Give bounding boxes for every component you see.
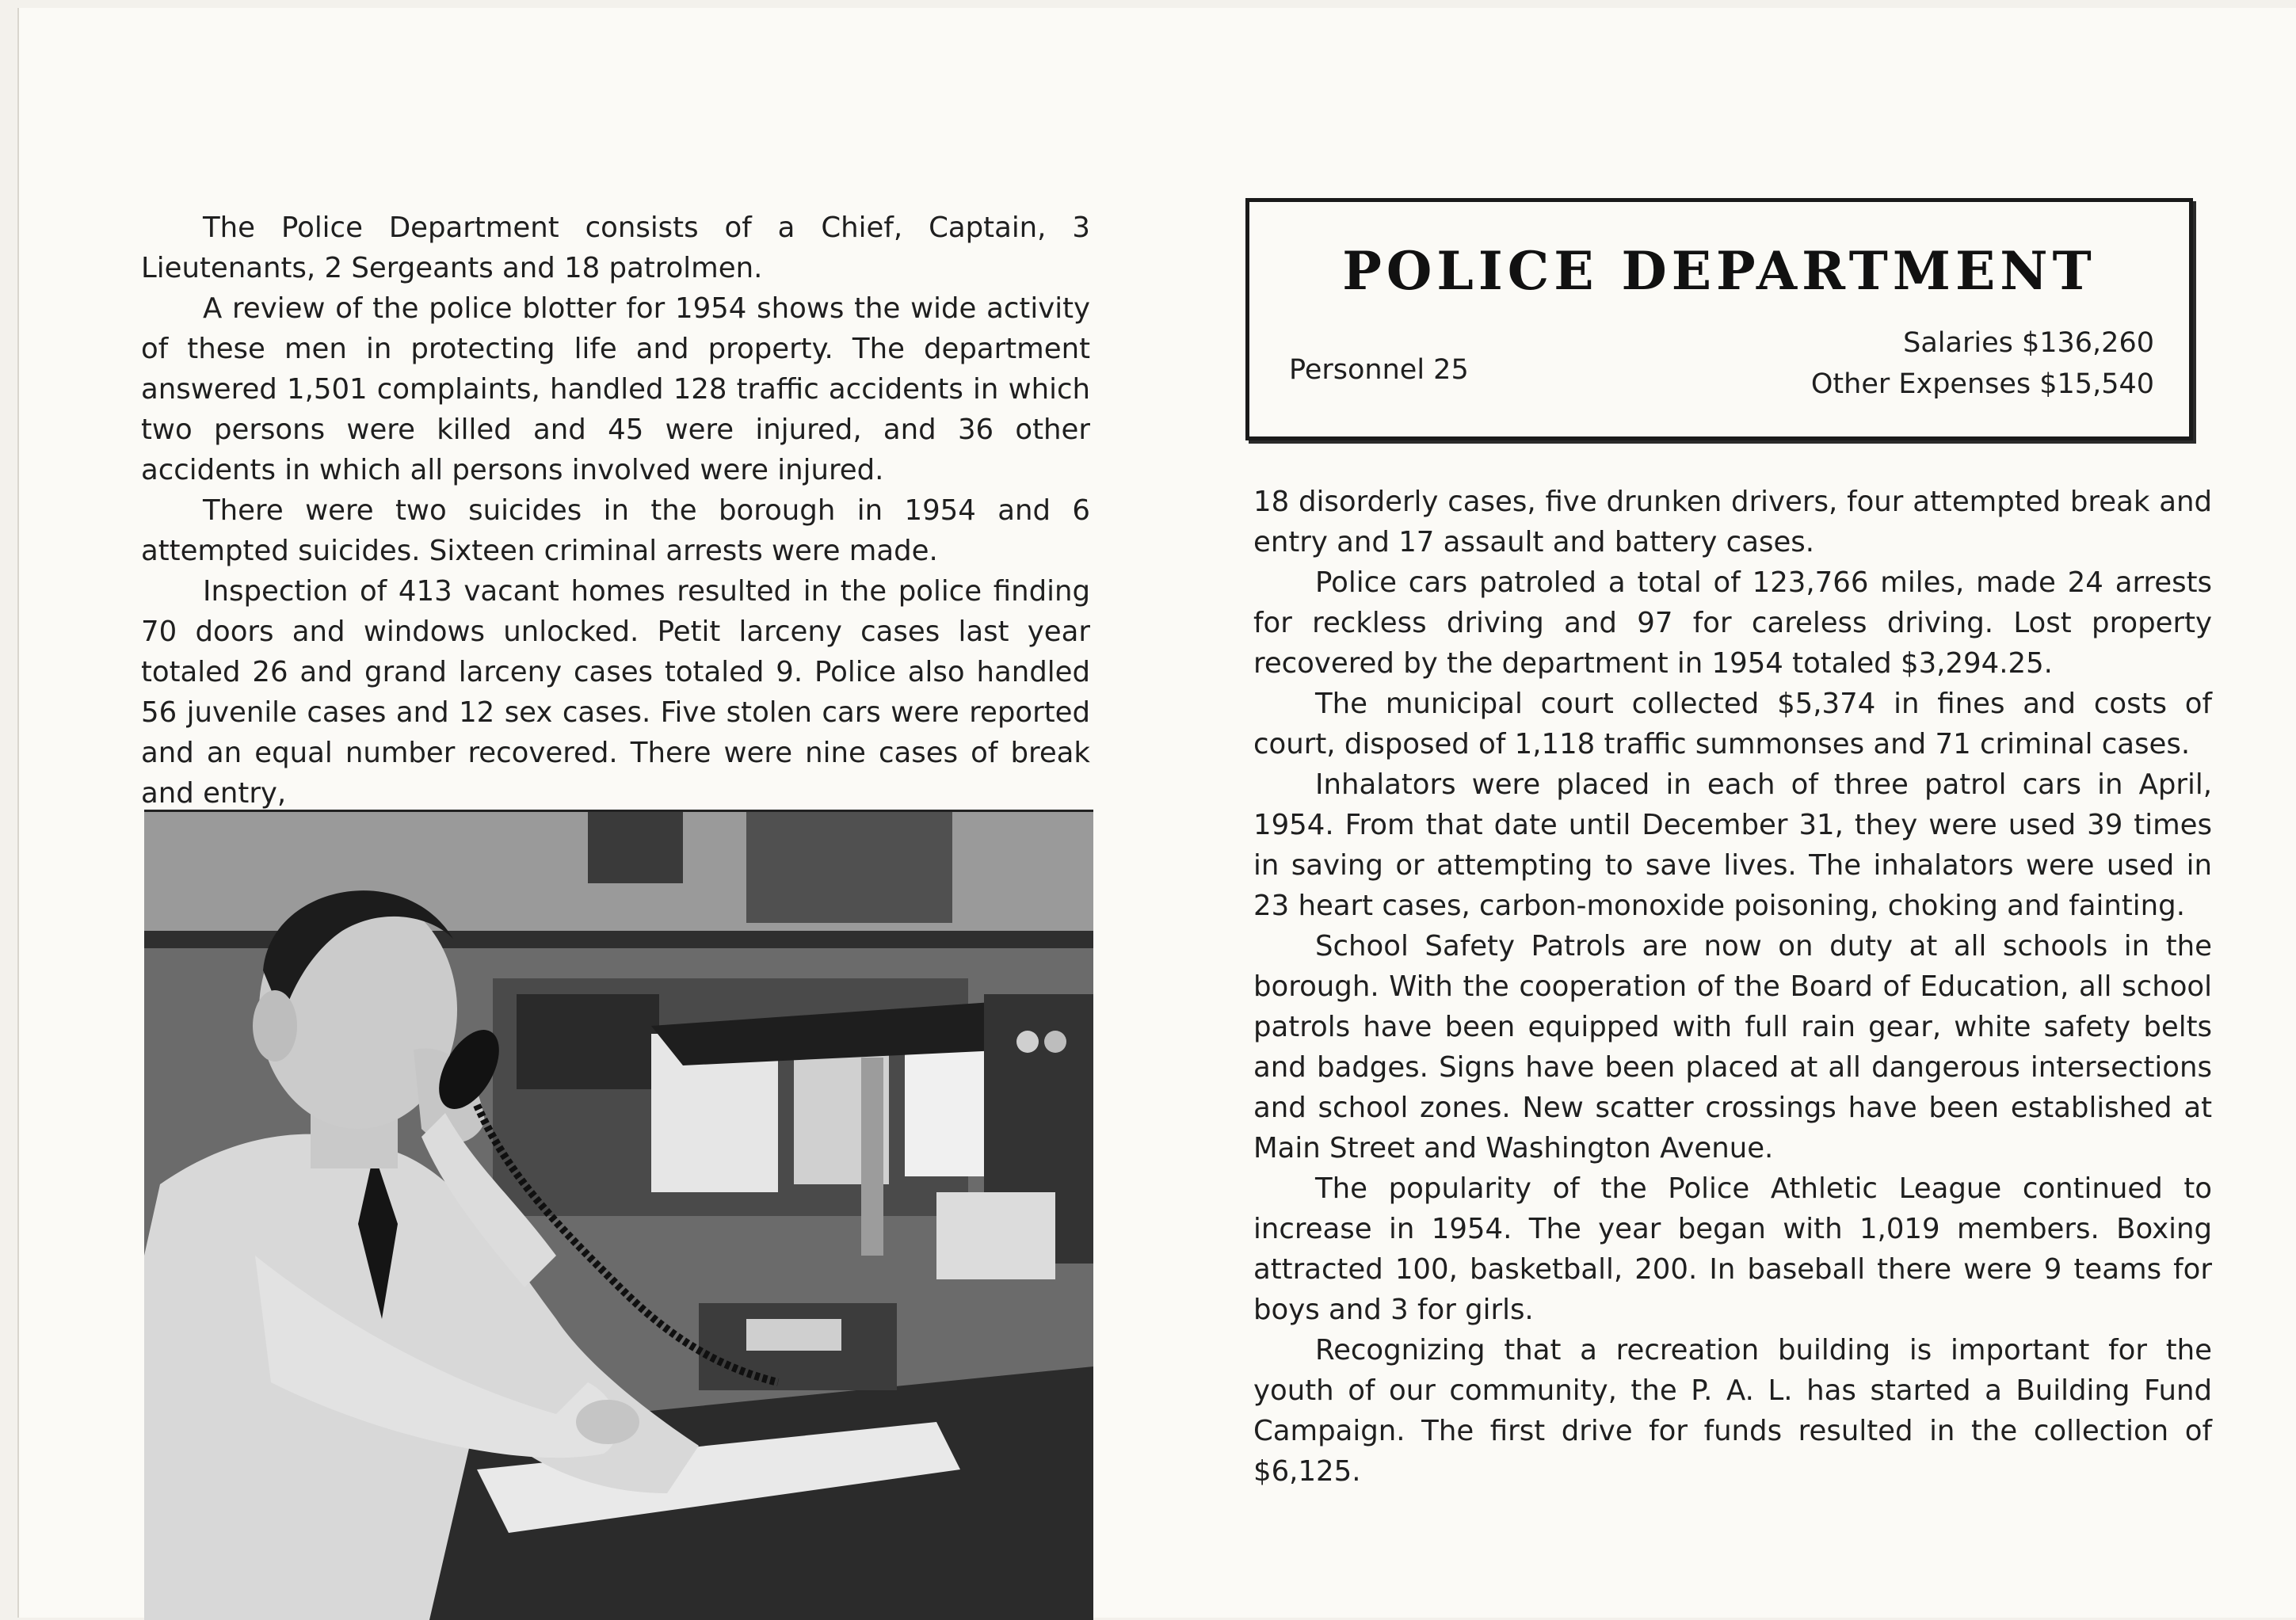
paragraph-suicides: There were two suicides in the borough in 1954 and 6 attempted suicides. Sixteen criminal arrests were made.: [141, 494, 1090, 567]
left-column: [141, 208, 1090, 814]
right-column: [1253, 482, 2212, 1492]
paragraph-police-cars: Police cars patroled a total of 123,766 miles, made 24 arrests for reckless driving and 97 for careless driving. Lost property recovered by the department in 1954 totaled $3,294.25.: [1253, 566, 2212, 680]
officer-on-phone-photo: [144, 810, 1093, 1620]
department-title: POLICE DEPARTMENT: [1342, 240, 2096, 302]
personnel-count: Personnel 25: [1289, 354, 1469, 386]
paragraph-inhalators: Inhalators were placed in each of three patrol cars in April, 1954. From that date until December 31, they were used 39 times in saving or attempting to save lives. The inhalators were used in 23 heart cases, carbon-monoxide poisoning, choking and fainting.: [1253, 768, 2212, 922]
paragraph-blotter-review: A review of the police blotter for 1954 shows the wide activity of these men in protecting life and property. The department answered 1,501 complaints, handled 128 traffic accidents in which two persons were killed and 45 were injured, and 36 other accidents in which all persons involved were injured.: [141, 292, 1090, 486]
photo-illustration: [144, 812, 1093, 1620]
paragraph-inspection: Inspection of 413 vacant homes resulted in the police finding 70 doors and windows unlocked. Petit larceny cases last year totaled 26 and grand larceny cases totaled 9. Police also handled 56 juvenile cases and 12 sex cases. Five stolen cars were reported and an equal number recovered. There were nine cases of break and entry,: [141, 575, 1090, 810]
paragraph-municipal-court: The municipal court collected $5,374 in fines and costs of court, disposed of 1,118 traffic summonses and 71 criminal cases.: [1253, 688, 2212, 760]
paragraph-safety-patrols: School Safety Patrols are now on duty at all schools in the borough. With the cooperation of the Board of Education, all school patrols have been equipped with full rain gear, white safety belts and badges. Signs have been placed at all dangerous intersections and school zones. New scatter crossings have been established at Main Street and Washington Avenue.: [1253, 930, 2212, 1164]
paragraph-building-fund: Recognizing that a recreation building is important for the youth of our community, the P. A. L. has started a Building Fund Campaign. The first drive for funds resulted in the collection of $6,125.: [1253, 1334, 2212, 1488]
paragraph-disorderly: 18 disorderly cases, five drunken drivers, four attempted break and entry and 17 assault and battery cases.: [1253, 486, 2212, 558]
department-header-box: [1245, 198, 2193, 440]
other-expenses-figure: Other Expenses $15,540: [1810, 368, 2154, 400]
paragraph-personnel: The Police Department consists of a Chief, Captain, 3 Lieutenants, 2 Sergeants and 18 patrolmen.: [141, 212, 1090, 284]
budget-figures: [1811, 322, 2154, 405]
salaries-figure: Salaries $136,260: [1903, 327, 2154, 359]
paragraph-athletic-league: The popularity of the Police Athletic League continued to increase in 1954. The year began with 1,019 members. Boxing attracted 100, basketball, 200. In baseball there were 9 teams for boys and 3 for girls.: [1253, 1172, 2212, 1326]
